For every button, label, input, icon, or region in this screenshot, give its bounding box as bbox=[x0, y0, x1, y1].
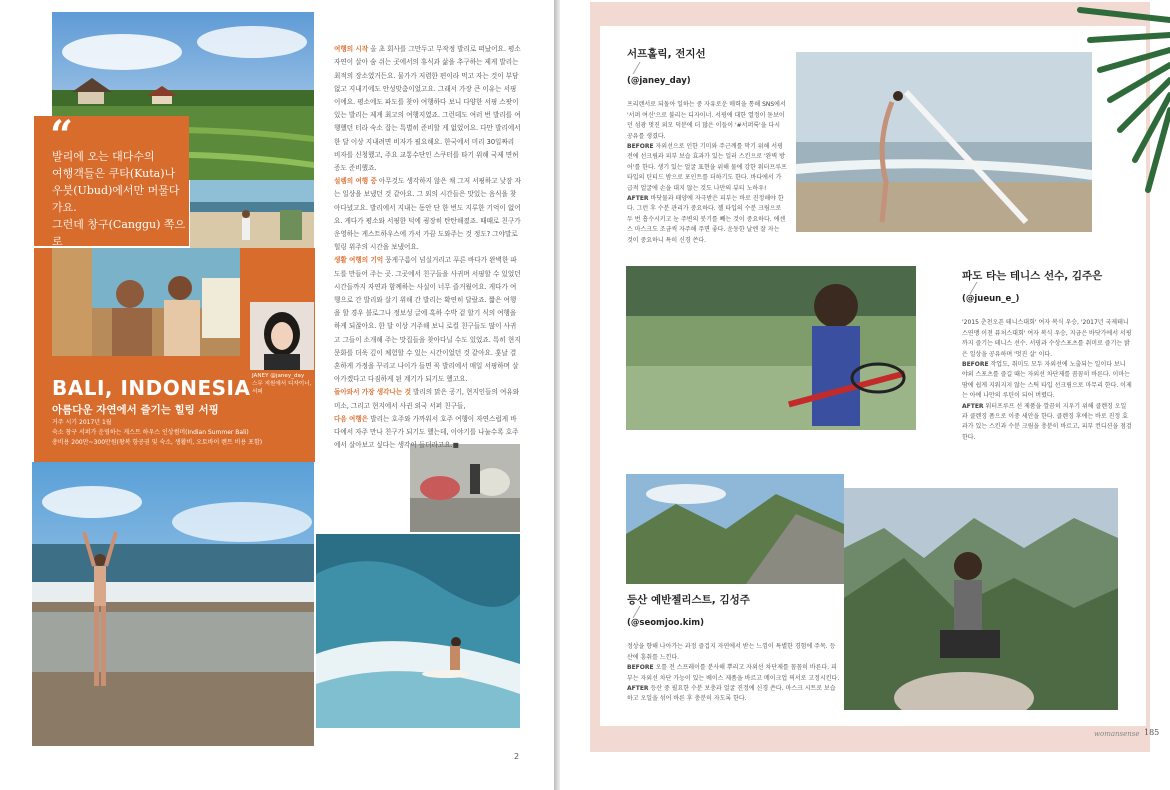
graffiti-photo bbox=[410, 444, 520, 532]
right-page-number: 185 bbox=[1144, 728, 1160, 737]
after-text: 등산 중 필요한 수분 보충과 얼굴 진정에 신경 쓴다. 마스크 시트로 보습하고 오일을 섞어 바른 후 충분히 자도록 한다. bbox=[627, 685, 836, 703]
profile-intro: 프리랜서로 되돌아 일하는 중 자유로운 매력을 통해 SNS에서 '서퍼 여신'으로 불리는 디자이너. 서핑에 대한 열정이 돋보이던 섬광 멋진 외모 덕분에 더 많은 이들이 '#서퍼룩'을 다시 공유를 생겼다. bbox=[627, 101, 786, 140]
profile-handle: (@jueun_e_) bbox=[962, 294, 1020, 304]
profile-name: 파도 타는 테니스 선수, 김주은 bbox=[962, 270, 1103, 282]
section-heading: 여행의 시작 bbox=[334, 45, 369, 54]
profile-name: 서프홀릭, 전지선 bbox=[627, 48, 706, 60]
section-heading: 다음 여행은 bbox=[334, 414, 369, 423]
surfboard-pose-photo bbox=[796, 52, 1092, 232]
before-text: 오를 전 스프레이를 분사해 뿌리고 자외선 차단제를 꼼꼼히 바른다. 피부는 자외선 차단 가능이 있는 베이스 제품을 바르고 메이크업 픽서로 고정시킨다. bbox=[627, 664, 840, 682]
section-body: 발리는 호주와 가까워서 호주 여행이 자연스럽게 바다에서 자주 만나 친구가 되기도 했는데, 이야기를 나눌수록 호주에서 살아보고 싶다는 생각이 들더라고요.■ bbox=[334, 414, 519, 450]
after-label: AFTER bbox=[627, 685, 649, 693]
profile-intro: 정상을 향해 나아가는 과정 즐겁지 자연에서 받는 느낌이 특별한 경험에 주목. 등산에 흥취를 느낀다. bbox=[627, 643, 836, 661]
destination-title: BALI, INDONESIA bbox=[52, 376, 251, 400]
before-label: BEFORE bbox=[627, 664, 654, 672]
hiker-photo bbox=[844, 488, 1118, 710]
left-page bbox=[0, 0, 554, 790]
section-body: 올 초 회사를 그만두고 무작정 발리로 떠났어요. 평소 자연이 살아 숨 쉬는 곳에서의 휴식과 삶을 추구하는 제게 발리는 최적의 장소였거든요. 물가가 저렴한 편이라 먹고 자는 것이 부담 없고 지내기에도 안성맞춤이었고요. 그래서 가장 큰 이유는 서핑이에요. 평소에도 파도를 찾아 여행하다 보니 다양한 서핑 스팟이 있는 발리는 제게 최고의 여행지였죠. 그런데도 여러 번 발리를 여행했던 터라 숙소 잡는 특별히 준비할 게 없었어요. 다만 발리에서 한 달 이상 지내려면 비자가 필요해요. 한국에서 미리 30일짜리 비자를 신청했고, 주요 교통수단인 스쿠터를 타기 위해 국제 면허증도 준비했죠. bbox=[334, 45, 521, 173]
pull-quote: 발리에 오는 대다수의 여행객들은 쿠타(Kuta)나 우붓(Ubud)에서만 머물다 가요. 그런데 창구(Canggu) 쪽으로 bbox=[52, 150, 186, 248]
right-page bbox=[560, 0, 1170, 790]
tennis-photo bbox=[626, 266, 916, 430]
before-text: 작업도, 취미도 모두 자외선에 노출되는 일이다 보니 야외 스포츠를 즐길 때는 자외선 차단제를 꼼꼼히 바른다. 이마는 땀에 쉽게 지워지지 않는 스틱 타입 선크림으로 마무리 한다. 이제는 아예 나만의 루틴이 되어 버렸다. bbox=[962, 361, 1132, 400]
trip-info: 거주 시기 2017년 1월 숙소 창구 서퍼가 운영하는 게스트 하우스 인상썸머(Indian Summer Bali) 총비용 200만~300만원(왕복 항공권 및 숙소, 생활비, 오토바이 렌트 비용 포함) bbox=[52, 419, 263, 446]
before-label: BEFORE bbox=[627, 143, 654, 151]
mountain-view-photo bbox=[626, 474, 844, 584]
after-text: 워터프루프 선 제품을 깔끔히 지우기 위해 클렌징 오일과 클렌징 폼으로 이중 세안을 한다. 클렌징 후에는 바로 진정 효과가 있는 스킨과 수분 크림을 충분히 바르고, 피부 컨디션을 점검한다. bbox=[962, 402, 1132, 441]
friends-photo bbox=[52, 248, 240, 356]
before-text: 자외선으로 인한 기미와 주근깨를 막기 위해 서핑 전에 선크림과 피부 보습 효과가 있는 일러 스킨으로 '완벽 방어'를 한다. 생기 있는 얼굴 표현을 위해 물에 강한 워터프루프 타입의 틴티드 밤으로 포인트를 더하기도 한다. 바다에서 가급적 얼굴에 손을 대지 않는 것도 나만의 뷰티 노하우! bbox=[627, 143, 787, 192]
profile-body bbox=[627, 90, 787, 246]
profile-intro: '2015 춘천오픈 테니스대회' 여자 복식 우승, '2017년 국제테니스연맹 이천 퓨처스대회' 여자 복식 우승, 지금은 바닷가에서 서핑까지 즐기는 테니스 선수. 서핑과 수상스포츠를 취미로 즐기는 밝은 일상을 공유하며 '멋진 살' 이다. bbox=[962, 319, 1132, 358]
article-text bbox=[334, 30, 522, 453]
magazine-brand: womansense bbox=[1094, 730, 1140, 738]
section-body: 아무것도 생각하지 않은 채 그저 서핑하고 낮잠 자는 일상을 보냈던 것 같아요. 그 외의 시간들은 맛있는 음식을 찾아다녔고요. 발리에서 지내는 동안 단 한 번도 지루한 기억이 없어요. 게다가 평소와 서핑한 덕에 굉장히 탄탄해졌죠. 때때로 친구가 운영하는 게스트하우스에 가서 가끔 도와주는 것 정도? 그야말로 힐링 위주의 시간을 보냈어요. bbox=[334, 177, 521, 252]
section-heading: 생활 여행의 기억 bbox=[334, 256, 384, 265]
profile-handle: (@janey_day) bbox=[627, 76, 691, 86]
section-body: 뭉게구름이 넘실거리고 푸른 바다가 완벽한 파도를 만들어 주는 곳. 그곳에서 친구들을 사귀며 서핑할 수 있었던 시간들까지 자연과 함께하는 사실이 너무 즐거웠어요. 게다가 여행으로 간 발리와 살기 위해 간 발리는 확연히 달랐죠. 짧은 여행을 할 경우 블로그나 정보성 글에 혹하 수박 겉 할기 식의 여행을 하게 되잖아요. 한 달 이상 거주해 보니 로컬 친구들도 많이 사귀고 그들이 소개해 주는 맛집들을 찾아다닐 수도 있었죠. 특히 현지 문화를 더욱 깊이 체험할 수 있는 시간이었던 것 같아요. 훗날 결혼하게 가정을 꾸리고 나이가 들면 꼭 발리에서 매일 서핑하며 살아가겠다고 다짐하게 된 계기가 되기도 했고요. bbox=[334, 256, 521, 384]
profile-handle: (@seomjoo.kim) bbox=[627, 618, 705, 628]
destination-subtitle: 아름다운 자연에서 즐기는 힐링 서핑 bbox=[52, 404, 219, 416]
after-text: 바닷물과 태양에 자극받은 피부는 바로 진정해야 한다. 그런 후 수분 관리가 중요하다. 젤 타입의 수분 크림으로 두 번 흡수시키고 눈 주변의 붓기를 빼는 것이 중요하다. 에센스 마스크도 조금씩 자주해 주면 좋다. 운동한 날엔 잘 자는 것이 중요하니 특히 신경 쓴다. bbox=[627, 195, 786, 244]
janey-portrait bbox=[250, 302, 314, 370]
profile-body bbox=[962, 308, 1132, 443]
beach-walk-photo bbox=[190, 180, 314, 248]
section-heading: 설렘의 여행 중 bbox=[334, 177, 377, 186]
after-label: AFTER bbox=[962, 402, 984, 410]
profile-name: 등산 예반젤리스트, 김성주 bbox=[627, 594, 750, 606]
portrait-caption: JANEY @janey_day 스무 지원에서 디자이너, 서퍼 bbox=[252, 373, 312, 395]
surfing-photo bbox=[316, 534, 520, 728]
left-page-number: 2 bbox=[514, 752, 520, 761]
beach-stretch-photo bbox=[32, 462, 314, 746]
section-body: 발리의 맑은 공기, 현지인들의 여유와 미소, 그리고 현지에서 사귄 외국 서퍼 친구들, bbox=[334, 388, 520, 410]
quote-mark-icon: “ bbox=[50, 112, 74, 159]
before-label: BEFORE bbox=[962, 361, 989, 369]
after-label: AFTER bbox=[627, 195, 649, 203]
profile-body bbox=[627, 632, 841, 705]
section-heading: 돌아와서 가장 생각나는 것 bbox=[334, 388, 411, 397]
